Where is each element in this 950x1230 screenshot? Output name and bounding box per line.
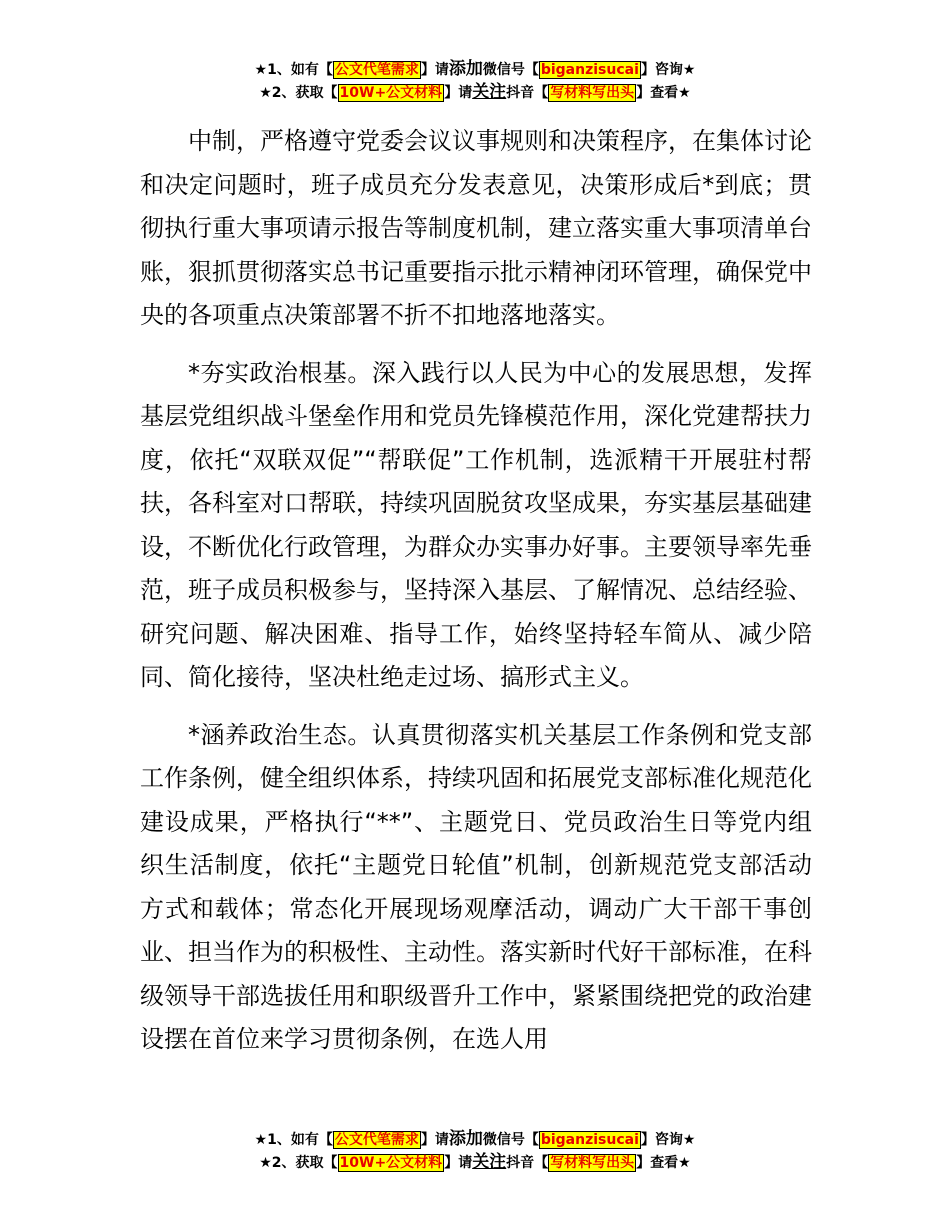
banner-line-2 — [0, 81, 950, 104]
bracket-close: 】 — [636, 85, 651, 101]
banner-text: 抖音 — [506, 85, 535, 101]
bracket-open: 【 — [524, 62, 539, 78]
highlight-douyin: 写材料写出头 — [550, 85, 635, 101]
bracket-close: 】 — [636, 1155, 651, 1171]
banner-prefix: ★2、获取 — [259, 85, 324, 101]
highlight-wechat-id: biganzisucai — [540, 1132, 639, 1148]
highlight-service: 公文代笔需求 — [334, 1132, 419, 1148]
banner-line-1 — [0, 1128, 950, 1151]
bracket-open: 【 — [323, 1155, 338, 1171]
banner-text: 微信号 — [482, 62, 525, 78]
banner-prefix: ★2、获取 — [259, 1155, 324, 1171]
banner-emphasis: 添加 — [448, 59, 483, 79]
bracket-close: 】 — [420, 62, 435, 78]
highlight-materials: 10W+公文材料 — [339, 1155, 443, 1171]
bracket-close: 】 — [444, 1155, 459, 1171]
highlight-douyin: 写材料写出头 — [550, 1155, 635, 1171]
bracket-close: 】 — [420, 1132, 435, 1148]
banner-text: 请 — [434, 1132, 449, 1148]
highlight-materials: 10W+公文材料 — [339, 85, 443, 101]
bracket-open: 【 — [323, 85, 338, 101]
banner-line-2 — [0, 1151, 950, 1174]
banner-text: 请 — [458, 85, 473, 101]
banner-suffix: 查看★ — [650, 1155, 691, 1171]
highlight-wechat-id: biganzisucai — [540, 62, 639, 78]
bracket-close: 】 — [640, 62, 655, 78]
bracket-open: 【 — [534, 85, 549, 101]
banner-suffix: 查看★ — [650, 85, 691, 101]
banner-suffix: 咨询★ — [654, 62, 696, 78]
bracket-open: 【 — [318, 1132, 333, 1148]
banner-text: 请 — [458, 1155, 473, 1171]
banner-line-1 — [0, 58, 950, 81]
footer-banner — [0, 1128, 950, 1174]
highlight-service: 公文代笔需求 — [334, 62, 419, 78]
banner-emphasis: 添加 — [448, 1129, 483, 1149]
banner-prefix: ★1、如有 — [254, 1132, 319, 1148]
document-body — [140, 120, 812, 1076]
banner-text: 抖音 — [506, 1155, 535, 1171]
bracket-open: 【 — [534, 1155, 549, 1171]
banner-text: 微信号 — [482, 1132, 525, 1148]
paragraph-political-foundation: *夯实政治根基。深入践行以人民为中心的发展思想，发挥基层党组织战斗堡垒作用和党员先锋模范作用，深化党建帮扶力度，依托“双联双促”“帮联促”工作机制，选派精干开展驻村帮扶，各科室对口帮联，持续巩固脱贫攻坚成果，夯实基层基础建设，不断优化行政管理，为群众办实事办好事。主要领导率先垂范，班子成员积极参与，坚持深入基层、了解情况、总结经验、研究问题、解决困难、指导工作，始终坚持轻车简从、减少陪同、简化接待，坚决杜绝走过场、搞形式主义。 — [140, 358, 812, 691]
banner-prefix: ★1、如有 — [254, 62, 319, 78]
banner-suffix: 咨询★ — [654, 1132, 696, 1148]
bracket-close: 】 — [640, 1132, 655, 1148]
banner-emphasis: 关注 — [472, 1152, 507, 1172]
header-banner — [0, 58, 950, 104]
bracket-open: 【 — [318, 62, 333, 78]
paragraph-political-ecology: *涵养政治生态。认真贯彻落实机关基层工作条例和党支部工作条例，健全组织体系，持续巩固和拓展党支部标准化规范化建设成果，严格执行“**”、主题党日、党员政治生日等党内组织生活制度，依托“主题党日轮值”机制，创新规范党支部活动方式和载体；常态化开展现场观摩活动，调动广大干部干事创业、担当作为的积极性、主动性。落实新时代好干部标准，在科级领导干部选拔任用和职级晋升工作中，紧紧围绕把党的政治建设摆在首位来学习贯彻条例，在选人用 — [140, 720, 812, 1053]
bracket-open: 【 — [524, 1132, 539, 1148]
bracket-close: 】 — [444, 85, 459, 101]
paragraph-continuation: 中制，严格遵守党委会议议事规则和决策程序，在集体讨论和决定问题时，班子成员充分发表意见，决策形成后*到底；贯彻执行重大事项请示报告等制度机制，建立落实重大事项清单台账，狠抓贯彻落实总书记重要指示批示精神闭环管理，确保党中央的各项重点决策部署不折不扣地落地落实。 — [140, 127, 812, 329]
banner-text: 请 — [434, 62, 449, 78]
banner-emphasis: 关注 — [472, 82, 507, 102]
